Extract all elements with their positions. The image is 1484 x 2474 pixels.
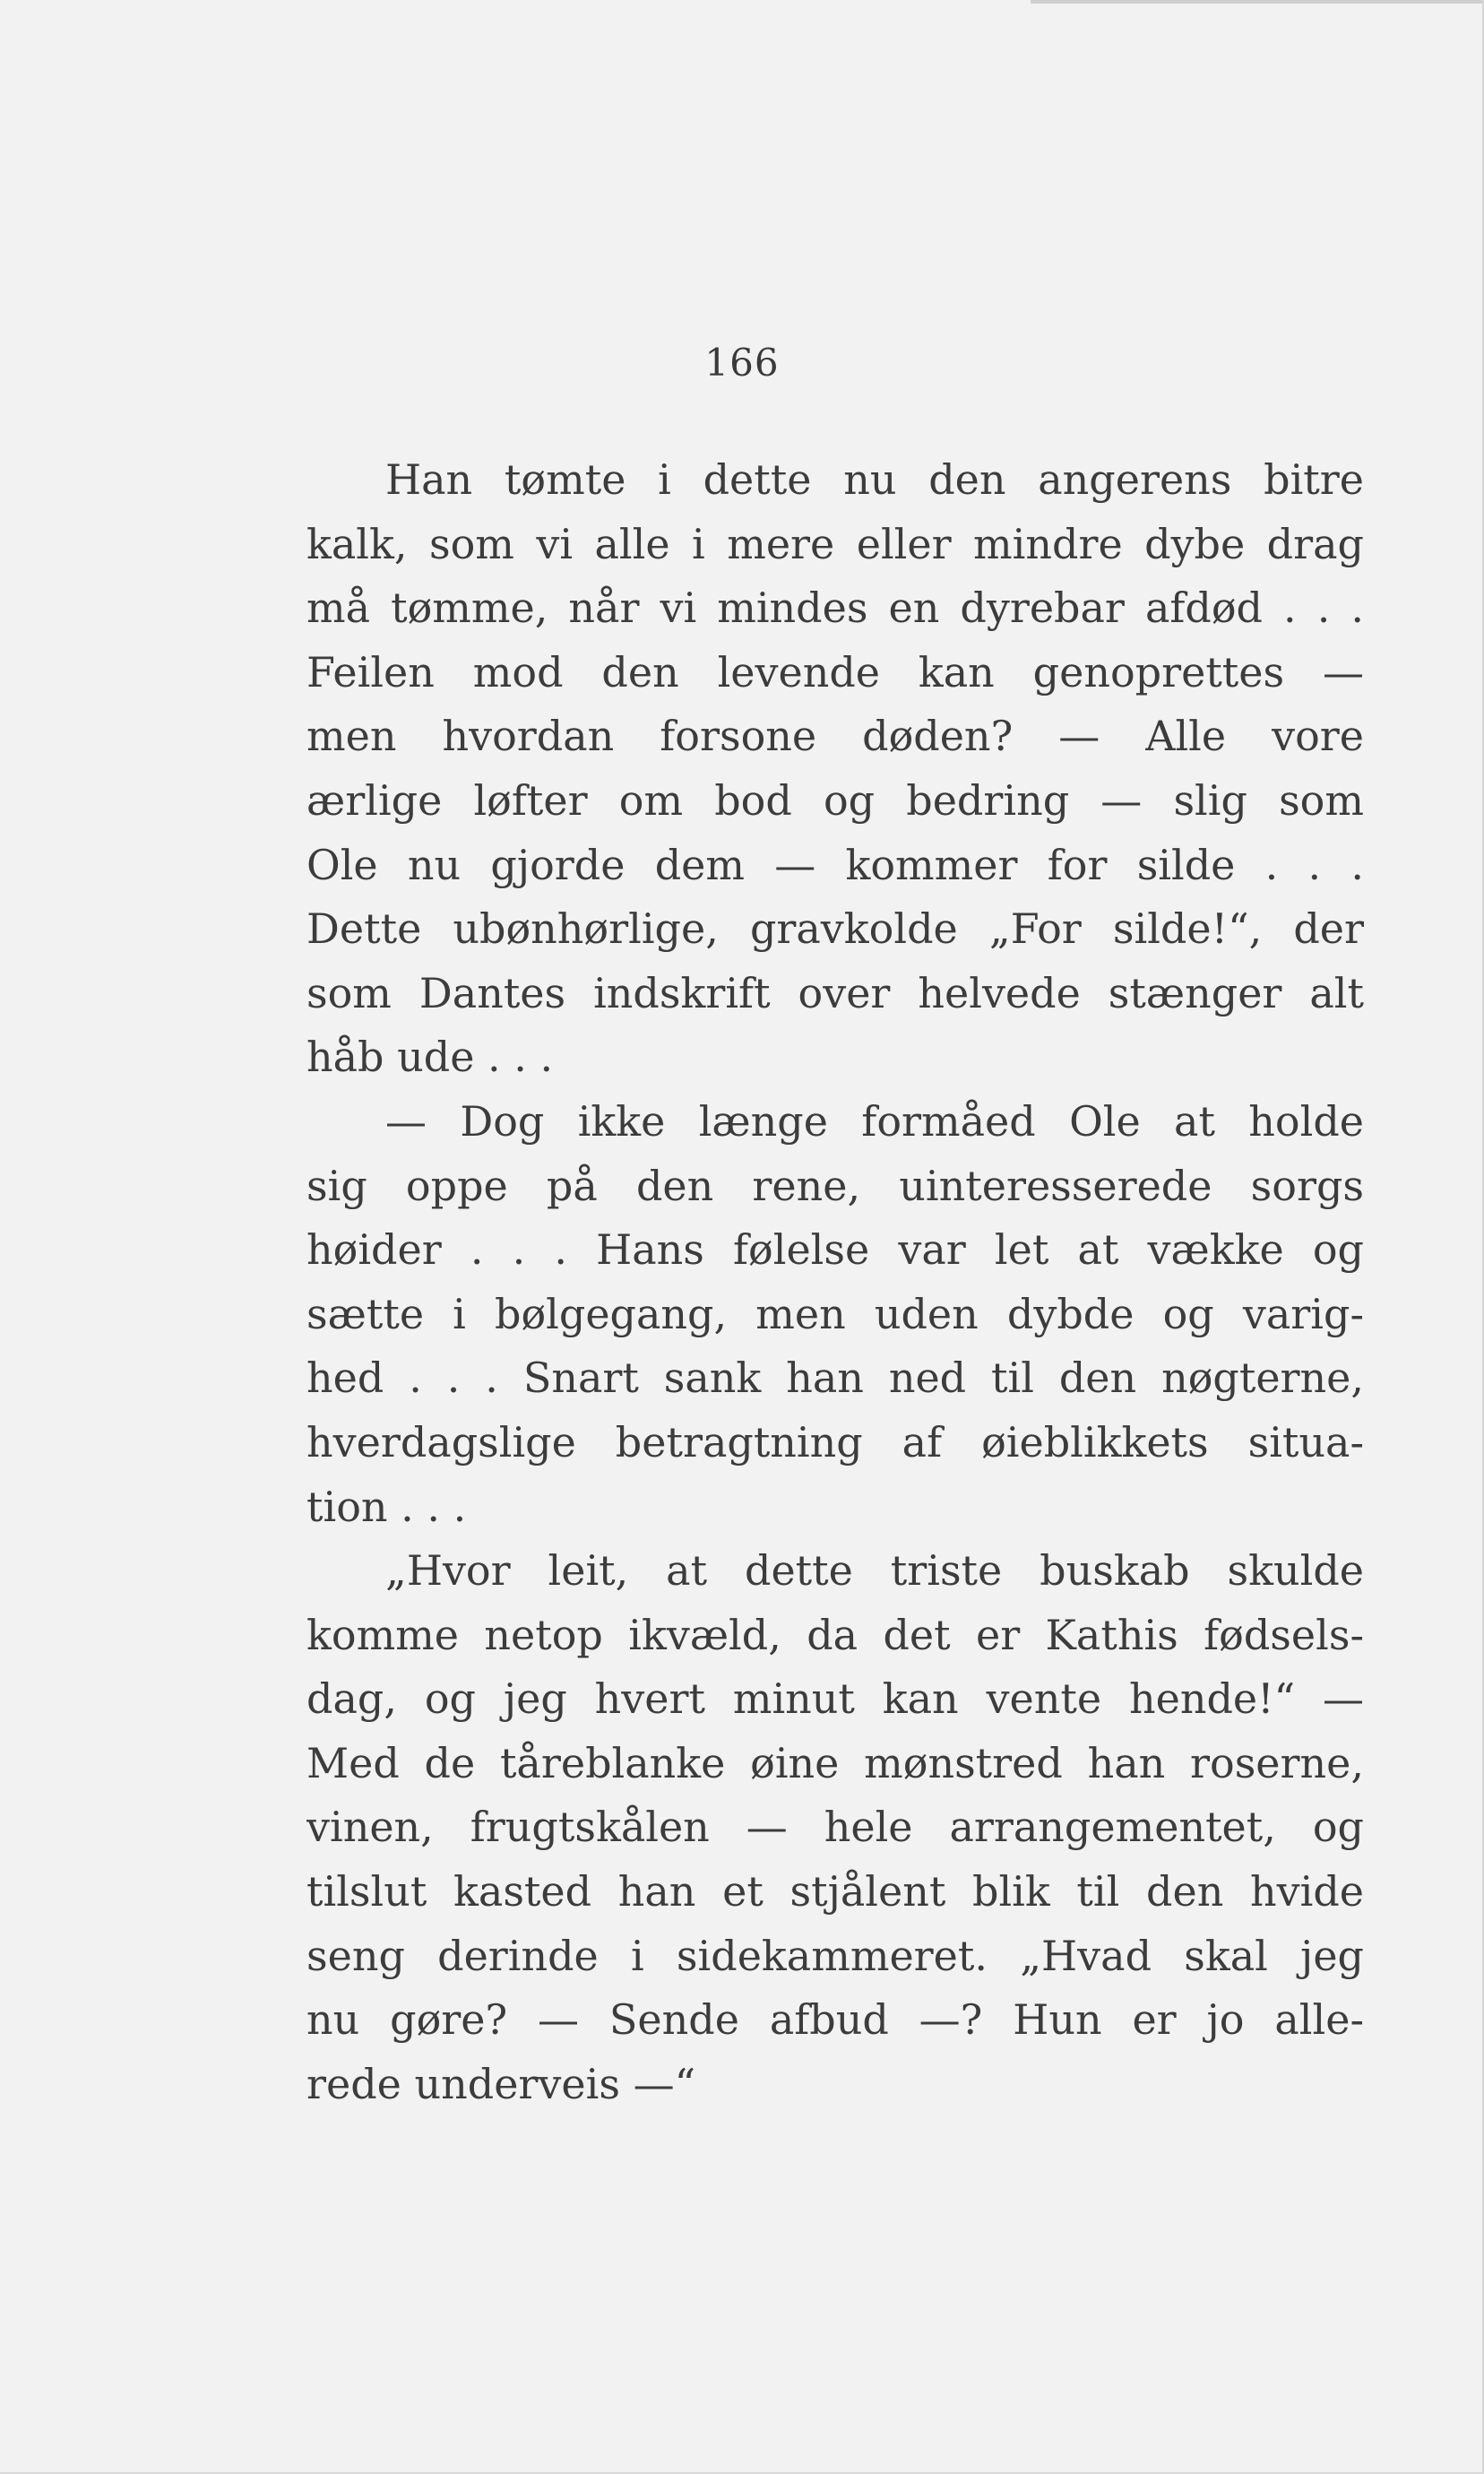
text-line: — Dog ikke længe formåed Ole at holde xyxy=(385,1096,1364,1146)
text-line: må tømme, når vi mindes en dyrebar afdød . . . xyxy=(306,584,1364,633)
text-line: sætte i bølgegang, men uden dybde og varig- xyxy=(306,1289,1364,1338)
text-line: ærlige løfter om bod og bedring — slig som xyxy=(306,775,1364,825)
text-line: seng derinde i sidekammeret. „Hvad skal jeg xyxy=(306,1931,1364,1980)
text-line: hverdagslige betragtning af øieblikkets situa- xyxy=(306,1417,1364,1466)
text-line: rede underveis —“ xyxy=(306,2059,696,2108)
text-line: vinen, frugtskålen — hele arrangementet, og xyxy=(306,1803,1364,1852)
text-line: Han tømte i dette nu den angerens bitre xyxy=(385,455,1364,504)
text-line: kalk, som vi alle i mere eller mindre dybe drag xyxy=(306,519,1364,568)
text-line: som Dantes indskrift over helvede stænger alt xyxy=(306,968,1364,1017)
text-line: „Hvor leit, at dette triste buskab skulde xyxy=(385,1546,1364,1596)
text-line: nu gøre? — Sende afbud —? Hun er jo alle- xyxy=(306,1995,1364,2045)
text-line: håb ude . . . xyxy=(306,1033,554,1082)
text-line: høider . . . Hans følelse var let at vække og xyxy=(306,1225,1364,1275)
body-text xyxy=(306,448,1364,2116)
text-line: tilslut kasted han et stjålent blik til den hvide xyxy=(306,1867,1364,1916)
text-line: sig oppe på den rene, uinteresserede sorgs xyxy=(306,1161,1364,1210)
text-line: komme netop ikvæld, da det er Kathis fødsels- xyxy=(306,1610,1364,1659)
text-line: Dette ubønhørlige, gravkolde „For silde!“, der xyxy=(306,904,1364,954)
top-edge-rule xyxy=(1031,0,1484,4)
text-line: hed . . . Snart sank han ned til den nøgterne, xyxy=(306,1354,1364,1403)
text-line: men hvordan forsone døden? — Alle vore xyxy=(306,712,1364,761)
text-line: Feilen mod den levende kan genoprettes — xyxy=(306,647,1364,696)
text-line: dag, og jeg hvert minut kan vente hende!“ — xyxy=(306,1674,1364,1724)
text-line: Med de tåreblanke øine mønstred han roserne, xyxy=(306,1738,1364,1787)
page-number: 166 xyxy=(704,341,780,385)
text-line: tion . . . xyxy=(306,1482,467,1531)
text-line: Ole nu gjorde dem — kommer for silde . . . xyxy=(306,840,1364,889)
